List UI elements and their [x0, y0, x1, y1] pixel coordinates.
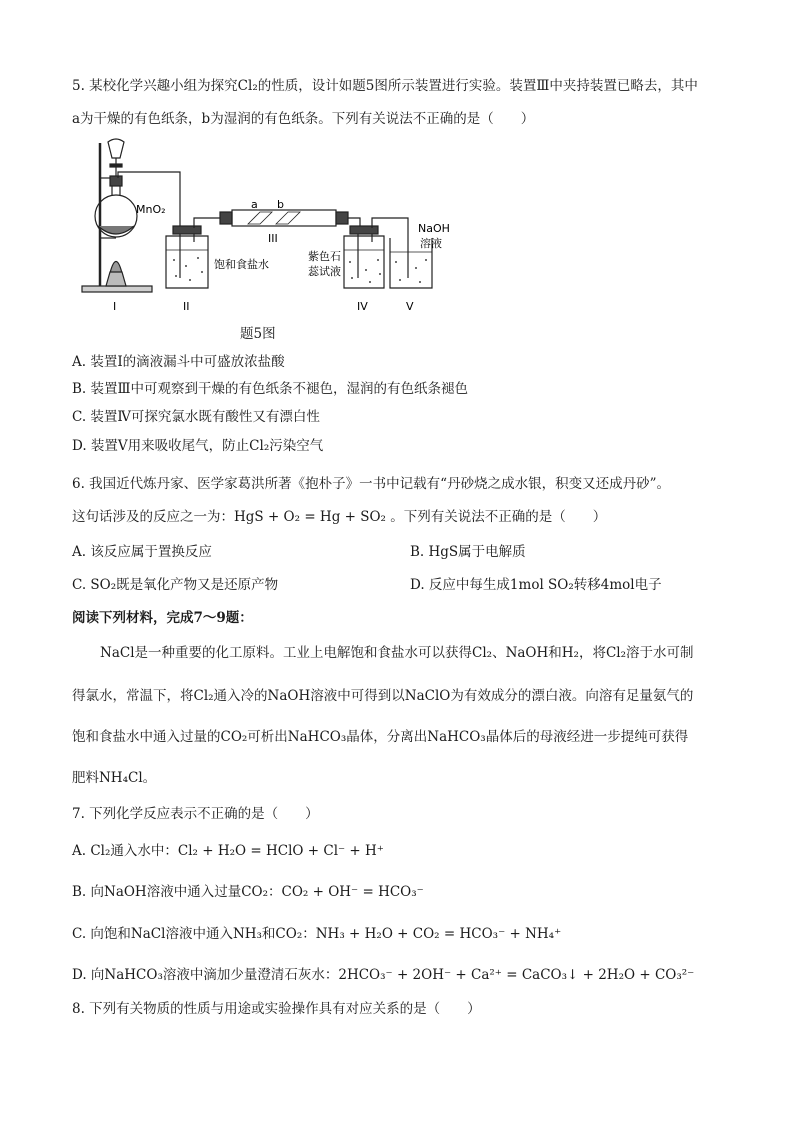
- q6-option-a: A. 该反应属于置换反应: [72, 544, 212, 560]
- label-litmus-line1: 紫色石: [308, 250, 341, 263]
- q7-stem: 7. 下列化学反应表示不正确的是（ ）: [72, 806, 319, 822]
- q5-option-d: D. 装置Ⅴ用来吸收尾气，防止Cl₂污染空气: [72, 438, 324, 454]
- q7-option-b: B. 向NaOH溶液中通入过量CO₂：CO₂ + OH⁻ = HCO₃⁻: [72, 884, 424, 900]
- label-naoh-line2: 溶液: [420, 237, 442, 250]
- material-line3: 饱和食盐水中通入过量的CO₂可析出NaHCO₃晶体，分离出NaHCO₃晶体后的母液经进一步提纯可获得: [72, 729, 689, 745]
- q5-stem-line1: 5. 某校化学兴趣小组为探究Cl₂的性质，设计如题5图所示装置进行实验。装置Ⅲ中夹持装置已略去，其中: [72, 78, 698, 94]
- label-i: I: [113, 300, 117, 313]
- q5-stem-line2: a为干燥的有色纸条，b为湿润的有色纸条。下列有关说法不正确的是（ ）: [72, 111, 535, 127]
- q8-stem: 8. 下列有关物质的性质与用途或实验操作具有对应关系的是（ ）: [72, 1001, 481, 1017]
- label-brine: 饱和食盐水: [214, 258, 269, 271]
- label-iii: III: [268, 232, 278, 245]
- q6-option-b: B. HgS属于电解质: [410, 544, 526, 560]
- material-line1: NaCl是一种重要的化工原料。工业上电解饱和食盐水可以获得Cl₂、NaOH和H₂，将Cl₂溶于水可制: [100, 645, 694, 661]
- label-a: a: [251, 198, 258, 211]
- q6-option-d: D. 反应中每生成1mol SO₂转移4mol电子: [410, 577, 662, 593]
- q5-option-c: C. 装置Ⅳ可探究氯水既有酸性又有漂白性: [72, 409, 320, 425]
- label-naoh-line1: NaOH: [418, 222, 450, 235]
- q7-option-a: A. Cl₂通入水中：Cl₂ + H₂O = HClO + Cl⁻ + H⁺: [72, 843, 384, 859]
- label-iv: IV: [357, 300, 368, 313]
- q7-option-c: C. 向饱和NaCl溶液中通入NH₃和CO₂：NH₃ + H₂O + CO₂ = HCO₃⁻ + NH₄⁺: [72, 926, 562, 942]
- label-ii: II: [183, 300, 190, 313]
- material-line4: 肥料NH₄Cl。: [72, 770, 157, 786]
- material-heading: 阅读下列材料，完成7～9题：: [72, 610, 253, 626]
- label-v: V: [406, 300, 414, 313]
- q6-stem-line1: 6. 我国近代炼丹家、医学家葛洪所著《抱朴子》一书中记载有“丹砂烧之成水银，积变又还成丹砂”。: [72, 476, 670, 492]
- figure-caption: 题5图: [240, 326, 276, 342]
- q6-option-c: C. SO₂既是氧化产物又是还原产物: [72, 577, 279, 593]
- label-b: b: [277, 198, 284, 211]
- q6-stem-line2: 这句话涉及的反应之一为：HgS + O₂ = Hg + SO₂ 。下列有关说法不正确的是（ ）: [72, 509, 607, 525]
- q5-option-b: B. 装置Ⅲ中可观察到干燥的有色纸条不褪色，湿润的有色纸条褪色: [72, 381, 469, 397]
- material-line2: 得氯水，常温下，将Cl₂通入冷的NaOH溶液中可得到以NaClO为有效成分的漂白液。向溶有足量氨气的: [72, 688, 694, 704]
- label-mno2: MnO₂: [136, 203, 166, 216]
- label-litmus-line2: 蕊试液: [308, 265, 341, 278]
- q5-option-a: A. 装置Ⅰ的滴液漏斗中可盛放浓盐酸: [72, 354, 285, 370]
- apparatus-figure: [70, 138, 450, 316]
- q7-option-d: D. 向NaHCO₃溶液中滴加少量澄清石灰水：2HCO₃⁻ + 2OH⁻ + Ca²⁺ = CaCO₃↓ + 2H₂O + CO₃²⁻: [72, 967, 695, 983]
